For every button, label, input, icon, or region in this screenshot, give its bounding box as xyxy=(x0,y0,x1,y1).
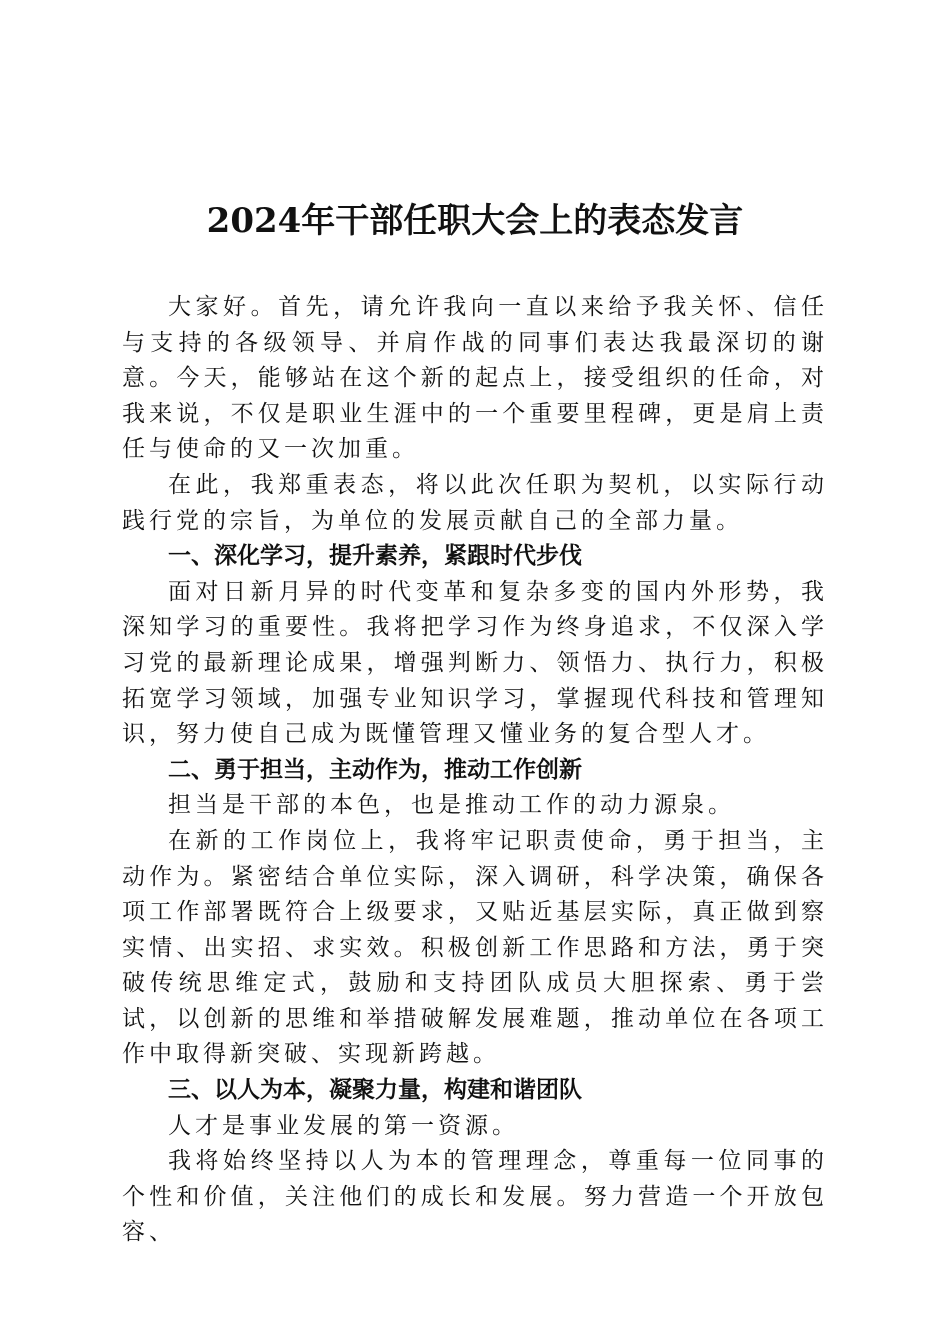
document-body xyxy=(122,290,828,1251)
paragraph-responsibility: 在新的工作岗位上，我将牢记职责使命，勇于担当，主动作为。紧密结合单位实际，深入调研，科学决策，确保各项工作部署既符合上级要求，又贴近基层实际，真正做到察实情、出实招、求实效。积极创新工作思路和方法，勇于突破传统思维定式，鼓励和支持团队成员大胆探索、勇于尝试，以创新的思维和举措破解发展难题，推动单位在各项工作中取得新突破、实现新跨越。 xyxy=(122,827,828,1068)
paragraph-people-first: 我将始终坚持以人为本的管理理念，尊重每一位同事的个性和价值，关注他们的成长和发展。努力营造一个开放包容、 xyxy=(122,1148,828,1246)
paragraph-greeting: 大家好。首先，请允许我向一直以来给予我关怀、信任与支持的各级领导、并肩作战的同事们表达我最深切的谢意。今天，能够站在这个新的起点上，接受组织的任命，对我来说，不仅是职业生涯中的一个重要里程碑，更是肩上责任与使命的又一次加重。 xyxy=(122,294,828,463)
paragraph-responsibility-intro: 担当是干部的本色，也是推动工作的动力源泉。 xyxy=(168,792,735,819)
section-heading-1: 一、深化学习，提升素养，紧跟时代步伐 xyxy=(168,543,582,570)
section-heading-3: 三、以人为本，凝聚力量，构建和谐团队 xyxy=(168,1077,582,1104)
section-heading-2: 二、勇于担当，主动作为，推动工作创新 xyxy=(168,756,582,783)
document-title: 2024年干部任职大会上的表态发言 xyxy=(206,201,744,241)
paragraph-learning: 面对日新月异的时代变革和复杂多变的国内外形势，我深知学习的重要性。我将把学习作为终身追求，不仅深入学习党的最新理论成果，增强判断力、领悟力、执行力，积极拓宽学习领域，加强专业知识学习，掌握现代科技和管理知识，努力使自己成为既懂管理又懂业务的复合型人才。 xyxy=(122,578,828,748)
paragraph-pledge: 在此，我郑重表态，将以此次任职为契机，以实际行动践行党的宗旨，为单位的发展贡献自己的全部力量。 xyxy=(122,471,828,534)
paragraph-talent-intro: 人才是事业发展的第一资源。 xyxy=(168,1112,519,1139)
